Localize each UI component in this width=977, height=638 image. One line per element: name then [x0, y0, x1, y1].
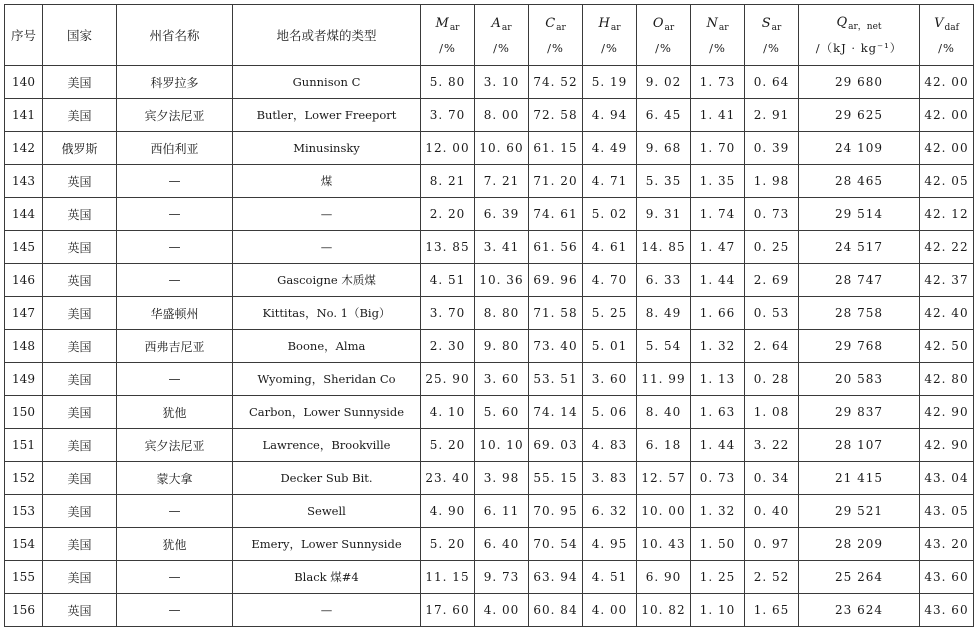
q-ar-net-cell: 29 521: [799, 495, 920, 528]
n-ar-cell: 1. 35: [691, 165, 745, 198]
state-cell: 西弗吉尼亚: [117, 330, 233, 363]
country-cell: 美国: [43, 66, 117, 99]
a-ar-cell: 9. 73: [475, 561, 529, 594]
place-cell: —: [233, 198, 421, 231]
country-cell: 美国: [43, 297, 117, 330]
country-cell: 俄罗斯: [43, 132, 117, 165]
header-unit: /（kJ · kg⁻¹）: [815, 41, 903, 55]
q-ar-net-cell: 23 624: [799, 594, 920, 627]
header-unit: /%: [601, 41, 618, 55]
header-subscript: ar: [718, 23, 729, 33]
seq-cell: 141: [5, 99, 43, 132]
header-subscript: ar: [501, 23, 512, 33]
v-daf-cell: 43. 05: [920, 495, 974, 528]
state-cell: —: [117, 561, 233, 594]
a-ar-cell: 8. 00: [475, 99, 529, 132]
m-ar-cell: 11. 15: [421, 561, 475, 594]
seq-cell: 149: [5, 363, 43, 396]
o-ar-cell: 5. 35: [637, 165, 691, 198]
country-cell: 美国: [43, 561, 117, 594]
header-subscript: ar: [449, 23, 460, 33]
header-state: 州省名称: [117, 5, 233, 66]
o-ar-cell: 9. 68: [637, 132, 691, 165]
n-ar-cell: 1. 74: [691, 198, 745, 231]
n-ar-cell: 1. 70: [691, 132, 745, 165]
header-symbol: N: [706, 16, 718, 31]
place-cell: Emery，Lower Sunnyside: [233, 528, 421, 561]
table-row: [5, 198, 974, 231]
state-cell: 宾夕法尼亚: [117, 429, 233, 462]
place-cell: —: [233, 594, 421, 627]
header-unit: /%: [709, 41, 726, 55]
seq-cell: 152: [5, 462, 43, 495]
q-ar-net-cell: 24 517: [799, 231, 920, 264]
s-ar-cell: 0. 25: [745, 231, 799, 264]
o-ar-cell: 9. 31: [637, 198, 691, 231]
m-ar-cell: 5. 20: [421, 429, 475, 462]
a-ar-cell: 3. 41: [475, 231, 529, 264]
a-ar-cell: 5. 60: [475, 396, 529, 429]
o-ar-cell: 5. 54: [637, 330, 691, 363]
m-ar-cell: 8. 21: [421, 165, 475, 198]
header-unit: /%: [655, 41, 672, 55]
n-ar-cell: 1. 44: [691, 264, 745, 297]
n-ar-cell: 1. 73: [691, 66, 745, 99]
country-cell: 英国: [43, 594, 117, 627]
m-ar-cell: 5. 80: [421, 66, 475, 99]
country-cell: 美国: [43, 528, 117, 561]
a-ar-cell: 6. 39: [475, 198, 529, 231]
q-ar-net-cell: 29 625: [799, 99, 920, 132]
c-ar-cell: 74. 14: [529, 396, 583, 429]
h-ar-cell: 5. 02: [583, 198, 637, 231]
h-ar-cell: 4. 49: [583, 132, 637, 165]
header-h-ar: [583, 5, 637, 66]
h-ar-cell: 5. 25: [583, 297, 637, 330]
header-unit: /%: [547, 41, 564, 55]
table-row: [5, 297, 974, 330]
o-ar-cell: 8. 40: [637, 396, 691, 429]
s-ar-cell: 0. 53: [745, 297, 799, 330]
v-daf-cell: 42. 00: [920, 132, 974, 165]
state-cell: —: [117, 495, 233, 528]
state-cell: 犹他: [117, 528, 233, 561]
table-row: [5, 429, 974, 462]
place-cell: Wyoming，Sheridan Co: [233, 363, 421, 396]
o-ar-cell: 6. 45: [637, 99, 691, 132]
n-ar-cell: 1. 41: [691, 99, 745, 132]
state-cell: —: [117, 198, 233, 231]
table-row: [5, 231, 974, 264]
h-ar-cell: 6. 32: [583, 495, 637, 528]
m-ar-cell: 4. 90: [421, 495, 475, 528]
table-row: [5, 462, 974, 495]
place-cell: Butler，Lower Freeport: [233, 99, 421, 132]
a-ar-cell: 4. 00: [475, 594, 529, 627]
n-ar-cell: 1. 66: [691, 297, 745, 330]
country-cell: 美国: [43, 99, 117, 132]
o-ar-cell: 8. 49: [637, 297, 691, 330]
n-ar-cell: 0. 73: [691, 462, 745, 495]
q-ar-net-cell: 29 768: [799, 330, 920, 363]
seq-cell: 145: [5, 231, 43, 264]
header-a-ar: [475, 5, 529, 66]
place-cell: Gascoigne 木质煤: [233, 264, 421, 297]
o-ar-cell: 12. 57: [637, 462, 691, 495]
c-ar-cell: 74. 52: [529, 66, 583, 99]
c-ar-cell: 61. 15: [529, 132, 583, 165]
header-unit: /%: [763, 41, 780, 55]
header-symbol: O: [652, 16, 664, 31]
country-cell: 英国: [43, 198, 117, 231]
seq-cell: 148: [5, 330, 43, 363]
h-ar-cell: 4. 61: [583, 231, 637, 264]
v-daf-cell: 42. 50: [920, 330, 974, 363]
m-ar-cell: 4. 51: [421, 264, 475, 297]
v-daf-cell: 43. 04: [920, 462, 974, 495]
a-ar-cell: 8. 80: [475, 297, 529, 330]
m-ar-cell: 12. 00: [421, 132, 475, 165]
q-ar-net-cell: 28 747: [799, 264, 920, 297]
q-ar-net-cell: 24 109: [799, 132, 920, 165]
c-ar-cell: 70. 95: [529, 495, 583, 528]
c-ar-cell: 74. 61: [529, 198, 583, 231]
h-ar-cell: 5. 06: [583, 396, 637, 429]
state-cell: 西伯利亚: [117, 132, 233, 165]
m-ar-cell: 13. 85: [421, 231, 475, 264]
n-ar-cell: 1. 32: [691, 495, 745, 528]
seq-cell: 143: [5, 165, 43, 198]
place-cell: Decker Sub Bit.: [233, 462, 421, 495]
s-ar-cell: 3. 22: [745, 429, 799, 462]
s-ar-cell: 2. 69: [745, 264, 799, 297]
q-ar-net-cell: 28 465: [799, 165, 920, 198]
s-ar-cell: 0. 64: [745, 66, 799, 99]
place-cell: Gunnison C: [233, 66, 421, 99]
country-cell: 美国: [43, 363, 117, 396]
s-ar-cell: 2. 52: [745, 561, 799, 594]
c-ar-cell: 63. 94: [529, 561, 583, 594]
c-ar-cell: 69. 03: [529, 429, 583, 462]
o-ar-cell: 14. 85: [637, 231, 691, 264]
header-unit: /%: [439, 41, 456, 55]
n-ar-cell: 1. 10: [691, 594, 745, 627]
q-ar-net-cell: 25 264: [799, 561, 920, 594]
place-cell: 煤: [233, 165, 421, 198]
seq-cell: 147: [5, 297, 43, 330]
state-cell: 宾夕法尼亚: [117, 99, 233, 132]
header-o-ar: [637, 5, 691, 66]
country-cell: 美国: [43, 330, 117, 363]
header-subscript: ar，net: [848, 22, 882, 32]
header-symbol: H: [598, 16, 610, 31]
s-ar-cell: 0. 73: [745, 198, 799, 231]
country-cell: 美国: [43, 495, 117, 528]
q-ar-net-cell: 21 415: [799, 462, 920, 495]
seq-cell: 153: [5, 495, 43, 528]
seq-cell: 151: [5, 429, 43, 462]
header-symbol: A: [491, 16, 501, 31]
state-cell: —: [117, 165, 233, 198]
table-row: [5, 330, 974, 363]
table-row: [5, 396, 974, 429]
country-cell: 美国: [43, 429, 117, 462]
h-ar-cell: 4. 71: [583, 165, 637, 198]
v-daf-cell: 42. 80: [920, 363, 974, 396]
state-cell: 科罗拉多: [117, 66, 233, 99]
o-ar-cell: 10. 43: [637, 528, 691, 561]
q-ar-net-cell: 20 583: [799, 363, 920, 396]
header-v-daf: [920, 5, 974, 66]
s-ar-cell: 0. 40: [745, 495, 799, 528]
seq-cell: 150: [5, 396, 43, 429]
s-ar-cell: 2. 64: [745, 330, 799, 363]
m-ar-cell: 4. 10: [421, 396, 475, 429]
c-ar-cell: 53. 51: [529, 363, 583, 396]
n-ar-cell: 1. 13: [691, 363, 745, 396]
a-ar-cell: 7. 21: [475, 165, 529, 198]
n-ar-cell: 1. 50: [691, 528, 745, 561]
table-row: [5, 495, 974, 528]
header-symbol: M: [435, 16, 449, 31]
a-ar-cell: 6. 40: [475, 528, 529, 561]
country-cell: 英国: [43, 264, 117, 297]
header-q-ar-net: [799, 5, 920, 66]
country-cell: 美国: [43, 462, 117, 495]
h-ar-cell: 3. 60: [583, 363, 637, 396]
v-daf-cell: 42. 90: [920, 396, 974, 429]
header-subscript: ar: [610, 23, 621, 33]
place-cell: Carbon，Lower Sunnyside: [233, 396, 421, 429]
state-cell: 犹他: [117, 396, 233, 429]
state-cell: —: [117, 594, 233, 627]
q-ar-net-cell: 28 107: [799, 429, 920, 462]
header-symbol: Q: [836, 15, 848, 30]
seq-cell: 155: [5, 561, 43, 594]
q-ar-net-cell: 29 837: [799, 396, 920, 429]
q-ar-net-cell: 28 209: [799, 528, 920, 561]
v-daf-cell: 43. 60: [920, 594, 974, 627]
a-ar-cell: 10. 60: [475, 132, 529, 165]
place-cell: Black 煤#4: [233, 561, 421, 594]
header-s-ar: [745, 5, 799, 66]
a-ar-cell: 6. 11: [475, 495, 529, 528]
c-ar-cell: 73. 40: [529, 330, 583, 363]
s-ar-cell: 2. 91: [745, 99, 799, 132]
seq-cell: 140: [5, 66, 43, 99]
s-ar-cell: 1. 65: [745, 594, 799, 627]
table-row: [5, 594, 974, 627]
seq-cell: 156: [5, 594, 43, 627]
table-row: [5, 528, 974, 561]
header-subscript: ar: [664, 23, 675, 33]
seq-cell: 144: [5, 198, 43, 231]
q-ar-net-cell: 29 680: [799, 66, 920, 99]
header-symbol: C: [545, 16, 556, 31]
a-ar-cell: 3. 10: [475, 66, 529, 99]
v-daf-cell: 42. 00: [920, 99, 974, 132]
header-unit: /%: [493, 41, 510, 55]
v-daf-cell: 43. 20: [920, 528, 974, 561]
a-ar-cell: 3. 98: [475, 462, 529, 495]
s-ar-cell: 0. 34: [745, 462, 799, 495]
seq-cell: 146: [5, 264, 43, 297]
h-ar-cell: 4. 94: [583, 99, 637, 132]
o-ar-cell: 6. 18: [637, 429, 691, 462]
state-cell: —: [117, 264, 233, 297]
v-daf-cell: 42. 00: [920, 66, 974, 99]
h-ar-cell: 4. 70: [583, 264, 637, 297]
m-ar-cell: 3. 70: [421, 297, 475, 330]
c-ar-cell: 60. 84: [529, 594, 583, 627]
h-ar-cell: 3. 83: [583, 462, 637, 495]
table-row: [5, 66, 974, 99]
state-cell: —: [117, 231, 233, 264]
country-cell: 英国: [43, 231, 117, 264]
place-cell: Boone，Alma: [233, 330, 421, 363]
o-ar-cell: 10. 00: [637, 495, 691, 528]
header-m-ar: [421, 5, 475, 66]
place-cell: Kittitas，No. 1（Big）: [233, 297, 421, 330]
m-ar-cell: 25. 90: [421, 363, 475, 396]
m-ar-cell: 23. 40: [421, 462, 475, 495]
o-ar-cell: 9. 02: [637, 66, 691, 99]
n-ar-cell: 1. 32: [691, 330, 745, 363]
a-ar-cell: 9. 80: [475, 330, 529, 363]
o-ar-cell: 10. 82: [637, 594, 691, 627]
place-cell: Lawrence，Brookville: [233, 429, 421, 462]
coal-properties-table: [4, 4, 974, 627]
header-c-ar: [529, 5, 583, 66]
s-ar-cell: 0. 39: [745, 132, 799, 165]
header-seq: 序号: [5, 5, 43, 66]
s-ar-cell: 1. 08: [745, 396, 799, 429]
header-country: 国家: [43, 5, 117, 66]
a-ar-cell: 10. 36: [475, 264, 529, 297]
table-row: [5, 165, 974, 198]
v-daf-cell: 43. 60: [920, 561, 974, 594]
s-ar-cell: 0. 28: [745, 363, 799, 396]
m-ar-cell: 5. 20: [421, 528, 475, 561]
header-place: 地名或者煤的类型: [233, 5, 421, 66]
a-ar-cell: 3. 60: [475, 363, 529, 396]
o-ar-cell: 6. 33: [637, 264, 691, 297]
c-ar-cell: 71. 20: [529, 165, 583, 198]
v-daf-cell: 42. 22: [920, 231, 974, 264]
header-subscript: daf: [944, 23, 959, 33]
n-ar-cell: 1. 47: [691, 231, 745, 264]
c-ar-cell: 61. 56: [529, 231, 583, 264]
table-row: [5, 363, 974, 396]
header-n-ar: [691, 5, 745, 66]
v-daf-cell: 42. 90: [920, 429, 974, 462]
m-ar-cell: 17. 60: [421, 594, 475, 627]
a-ar-cell: 10. 10: [475, 429, 529, 462]
o-ar-cell: 11. 99: [637, 363, 691, 396]
m-ar-cell: 2. 30: [421, 330, 475, 363]
state-cell: —: [117, 363, 233, 396]
c-ar-cell: 55. 15: [529, 462, 583, 495]
h-ar-cell: 5. 19: [583, 66, 637, 99]
state-cell: 蒙大拿: [117, 462, 233, 495]
v-daf-cell: 42. 12: [920, 198, 974, 231]
q-ar-net-cell: 29 514: [799, 198, 920, 231]
header-subscript: ar: [556, 23, 566, 33]
seq-cell: 142: [5, 132, 43, 165]
country-cell: 美国: [43, 396, 117, 429]
header-unit: /%: [938, 41, 955, 55]
header-symbol: V: [934, 16, 944, 31]
table-body: [5, 66, 974, 627]
table-row: [5, 264, 974, 297]
table-row: [5, 99, 974, 132]
c-ar-cell: 71. 58: [529, 297, 583, 330]
h-ar-cell: 4. 00: [583, 594, 637, 627]
v-daf-cell: 42. 40: [920, 297, 974, 330]
h-ar-cell: 4. 95: [583, 528, 637, 561]
n-ar-cell: 1. 63: [691, 396, 745, 429]
o-ar-cell: 6. 90: [637, 561, 691, 594]
n-ar-cell: 1. 44: [691, 429, 745, 462]
header-row: [5, 5, 974, 66]
place-cell: Sewell: [233, 495, 421, 528]
table-row: [5, 561, 974, 594]
c-ar-cell: 72. 58: [529, 99, 583, 132]
country-cell: 英国: [43, 165, 117, 198]
seq-cell: 154: [5, 528, 43, 561]
h-ar-cell: 4. 83: [583, 429, 637, 462]
v-daf-cell: 42. 37: [920, 264, 974, 297]
m-ar-cell: 2. 20: [421, 198, 475, 231]
m-ar-cell: 3. 70: [421, 99, 475, 132]
c-ar-cell: 69. 96: [529, 264, 583, 297]
header-symbol: S: [761, 16, 771, 31]
header-subscript: ar: [771, 23, 782, 33]
h-ar-cell: 5. 01: [583, 330, 637, 363]
state-cell: 华盛顿州: [117, 297, 233, 330]
place-cell: Minusinsky: [233, 132, 421, 165]
h-ar-cell: 4. 51: [583, 561, 637, 594]
q-ar-net-cell: 28 758: [799, 297, 920, 330]
n-ar-cell: 1. 25: [691, 561, 745, 594]
s-ar-cell: 0. 97: [745, 528, 799, 561]
s-ar-cell: 1. 98: [745, 165, 799, 198]
place-cell: —: [233, 231, 421, 264]
v-daf-cell: 42. 05: [920, 165, 974, 198]
table-row: [5, 132, 974, 165]
c-ar-cell: 70. 54: [529, 528, 583, 561]
